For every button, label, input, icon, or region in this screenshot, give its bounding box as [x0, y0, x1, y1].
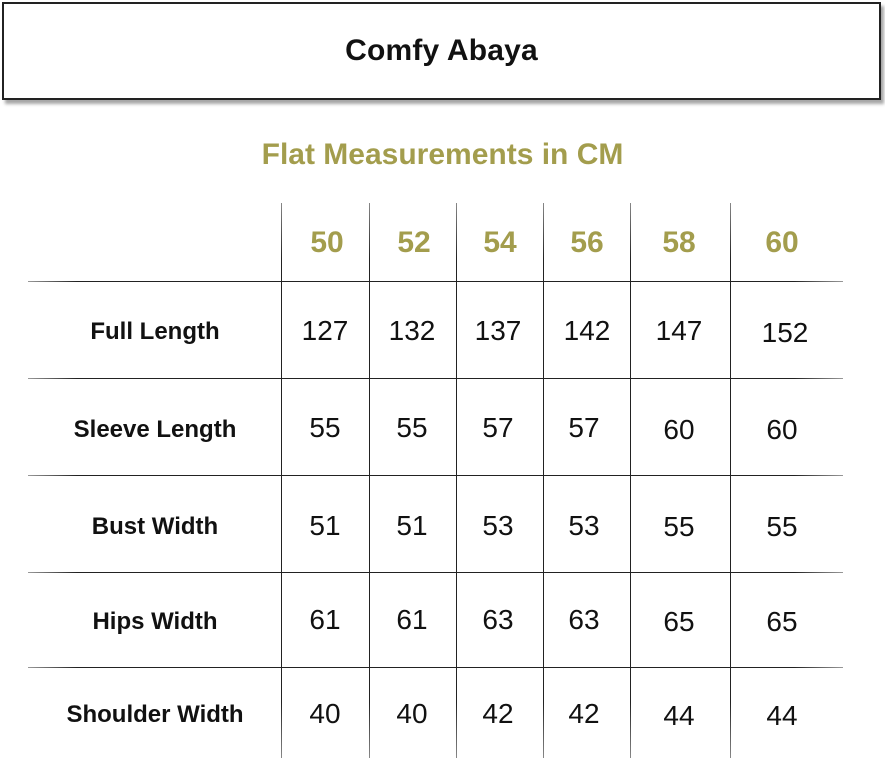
table-cell: 65 [766, 606, 798, 637]
table-cell: 65 [663, 606, 695, 637]
grid-hline [28, 378, 843, 379]
table-cell: 40 [396, 698, 428, 729]
size-header: 54 [483, 226, 517, 259]
table-cell: 61 [396, 604, 428, 635]
grid-vline [630, 203, 631, 758]
table-cell: 57 [482, 412, 514, 443]
row-label-sleeve-length: Sleeve Length [73, 416, 237, 443]
table-cell: 147 [655, 315, 703, 346]
table-cell: 60 [766, 414, 798, 445]
table-cell: 53 [568, 510, 600, 541]
row-label-full-length: Full Length [90, 318, 220, 345]
table-cell: 137 [474, 315, 522, 346]
table-cell: 42 [568, 698, 600, 729]
table-cell: 63 [568, 604, 600, 635]
grid-vline [543, 203, 544, 758]
grid-hline [28, 572, 843, 573]
table-cell: 142 [563, 315, 611, 346]
size-header: 50 [310, 226, 344, 259]
table-cell: 127 [301, 315, 349, 346]
size-header: 56 [570, 226, 604, 259]
table-cell: 51 [396, 510, 428, 541]
table-cell: 55 [396, 412, 428, 443]
table-cell: 53 [482, 510, 514, 541]
row-label-hips-width: Hips Width [92, 608, 218, 635]
row-label-bust-width: Bust Width [91, 513, 219, 540]
table-cell: 152 [761, 317, 809, 348]
grid-hline [28, 475, 843, 476]
grid-vline [456, 203, 457, 758]
table-cell: 44 [663, 700, 695, 731]
grid-vline [369, 203, 370, 758]
grid-vline [730, 203, 731, 758]
table-cell: 44 [766, 700, 798, 731]
size-header: 58 [662, 226, 696, 259]
grid-hline [28, 281, 843, 282]
table-cell: 57 [568, 412, 600, 443]
table-cell: 132 [388, 315, 436, 346]
size-header: 52 [397, 226, 431, 259]
table-cell: 55 [663, 511, 695, 542]
table-cell: 51 [309, 510, 341, 541]
grid-vline [281, 203, 282, 758]
table-cell: 61 [309, 604, 341, 635]
page-title: Comfy Abaya [345, 34, 538, 67]
table-cell: 40 [309, 698, 341, 729]
table-cell: 55 [766, 511, 798, 542]
size-header: 60 [765, 226, 799, 259]
grid-hline [28, 667, 843, 668]
table-cell: 42 [482, 698, 514, 729]
table-cell: 63 [482, 604, 514, 635]
table-subtitle: Flat Measurements in CM [261, 138, 624, 171]
table-cell: 60 [663, 414, 695, 445]
table-cell: 55 [309, 412, 341, 443]
row-label-shoulder-width: Shoulder Width [66, 701, 244, 728]
